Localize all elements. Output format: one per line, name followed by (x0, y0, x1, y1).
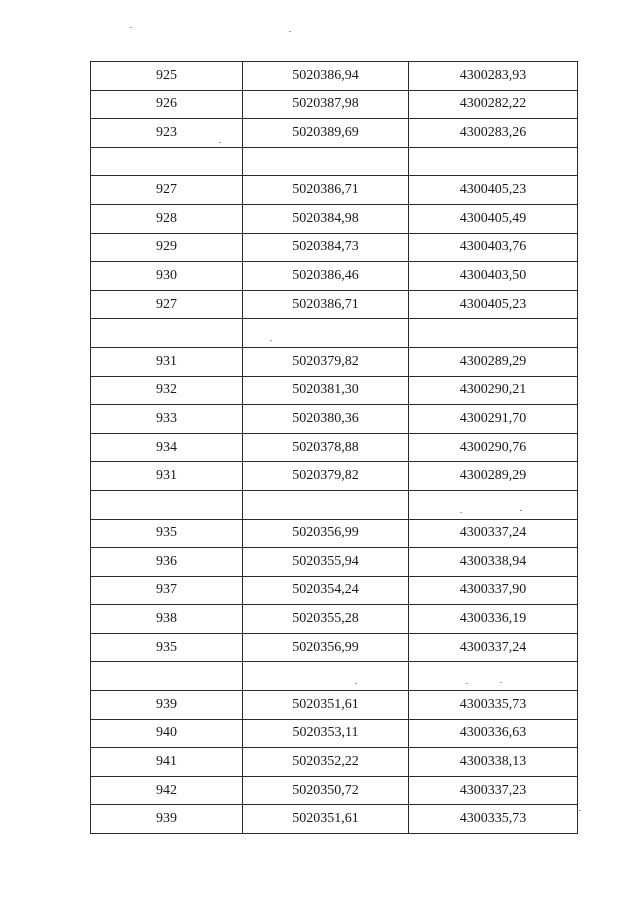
y-coordinate-cell: 4300282,22 (409, 90, 578, 119)
point-number-cell (91, 490, 243, 519)
point-number-cell: 931 (91, 462, 243, 491)
table-row (91, 347, 578, 376)
table-row (91, 405, 578, 434)
point-number-cell: 936 (91, 548, 243, 577)
table-row (91, 576, 578, 605)
table-row (91, 147, 578, 176)
x-coordinate-cell: 5020384,98 (243, 204, 409, 233)
table-row (91, 319, 578, 348)
scan-speck (520, 510, 522, 511)
x-coordinate-cell (243, 490, 409, 519)
table-row (91, 776, 578, 805)
table-row (91, 233, 578, 262)
point-number-cell: 927 (91, 290, 243, 319)
x-coordinate-cell: 5020355,28 (243, 605, 409, 634)
y-coordinate-cell (409, 147, 578, 176)
table-row (91, 62, 578, 91)
y-coordinate-cell: 4300337,90 (409, 576, 578, 605)
y-coordinate-cell (409, 319, 578, 348)
y-coordinate-cell: 4300335,73 (409, 691, 578, 720)
table-row (91, 433, 578, 462)
x-coordinate-cell: 5020386,46 (243, 262, 409, 291)
point-number-cell: 923 (91, 119, 243, 148)
y-coordinate-cell: 4300405,23 (409, 290, 578, 319)
y-coordinate-cell (409, 490, 578, 519)
point-number-cell: 940 (91, 719, 243, 748)
table-row (91, 719, 578, 748)
x-coordinate-cell: 5020356,99 (243, 633, 409, 662)
x-coordinate-cell: 5020351,61 (243, 691, 409, 720)
table-row (91, 633, 578, 662)
scan-speck (460, 512, 462, 513)
scan-speck (500, 682, 502, 683)
y-coordinate-cell: 4300403,50 (409, 262, 578, 291)
scan-speck (355, 683, 357, 684)
table-row (91, 805, 578, 834)
table-row (91, 748, 578, 777)
x-coordinate-cell (243, 147, 409, 176)
y-coordinate-cell (409, 662, 578, 691)
point-number-cell: 925 (91, 62, 243, 91)
x-coordinate-cell: 5020378,88 (243, 433, 409, 462)
table-row (91, 262, 578, 291)
x-coordinate-cell: 5020389,69 (243, 119, 409, 148)
point-number-cell: 930 (91, 262, 243, 291)
point-number-cell: 933 (91, 405, 243, 434)
point-number-cell: 935 (91, 519, 243, 548)
point-number-cell: 928 (91, 204, 243, 233)
y-coordinate-cell: 4300289,29 (409, 462, 578, 491)
point-number-cell (91, 147, 243, 176)
y-coordinate-cell: 4300338,13 (409, 748, 578, 777)
point-number-cell: 934 (91, 433, 243, 462)
table-row (91, 691, 578, 720)
point-number-cell (91, 319, 243, 348)
x-coordinate-cell: 5020354,24 (243, 576, 409, 605)
point-number-cell: 941 (91, 748, 243, 777)
y-coordinate-cell: 4300403,76 (409, 233, 578, 262)
x-coordinate-cell (243, 662, 409, 691)
table-row (91, 204, 578, 233)
point-number-cell: 942 (91, 776, 243, 805)
y-coordinate-cell: 4300336,19 (409, 605, 578, 634)
table-row (91, 119, 578, 148)
scan-speck (270, 340, 272, 341)
x-coordinate-cell: 5020387,98 (243, 90, 409, 119)
table-row (91, 605, 578, 634)
point-number-cell: 939 (91, 805, 243, 834)
y-coordinate-cell: 4300337,23 (409, 776, 578, 805)
point-number-cell: 929 (91, 233, 243, 262)
point-number-cell: 932 (91, 376, 243, 405)
point-number-cell: 938 (91, 605, 243, 634)
table-row (91, 519, 578, 548)
y-coordinate-cell: 4300337,24 (409, 633, 578, 662)
point-number-cell: 937 (91, 576, 243, 605)
x-coordinate-cell: 5020350,72 (243, 776, 409, 805)
scan-speck (579, 810, 581, 811)
y-coordinate-cell: 4300405,23 (409, 176, 578, 205)
y-coordinate-cell: 4300291,70 (409, 405, 578, 434)
y-coordinate-cell: 4300289,29 (409, 347, 578, 376)
scan-speck (130, 27, 132, 28)
y-coordinate-cell: 4300290,76 (409, 433, 578, 462)
table-row (91, 90, 578, 119)
coordinates-table-body (91, 62, 578, 834)
coordinates-table (90, 61, 578, 834)
y-coordinate-cell: 4300338,94 (409, 548, 578, 577)
point-number-cell (91, 662, 243, 691)
x-coordinate-cell: 5020381,30 (243, 376, 409, 405)
x-coordinate-cell: 5020386,94 (243, 62, 409, 91)
table-row (91, 290, 578, 319)
y-coordinate-cell: 4300335,73 (409, 805, 578, 834)
point-number-cell: 935 (91, 633, 243, 662)
point-number-cell: 939 (91, 691, 243, 720)
x-coordinate-cell: 5020386,71 (243, 176, 409, 205)
point-number-cell: 926 (91, 90, 243, 119)
y-coordinate-cell: 4300283,26 (409, 119, 578, 148)
x-coordinate-cell: 5020380,36 (243, 405, 409, 434)
point-number-cell: 927 (91, 176, 243, 205)
x-coordinate-cell: 5020351,61 (243, 805, 409, 834)
table-row (91, 376, 578, 405)
x-coordinate-cell: 5020379,82 (243, 462, 409, 491)
scan-speck (289, 31, 291, 32)
x-coordinate-cell: 5020379,82 (243, 347, 409, 376)
scan-speck (466, 683, 468, 684)
y-coordinate-cell: 4300283,93 (409, 62, 578, 91)
y-coordinate-cell: 4300336,63 (409, 719, 578, 748)
x-coordinate-cell: 5020356,99 (243, 519, 409, 548)
y-coordinate-cell: 4300405,49 (409, 204, 578, 233)
y-coordinate-cell: 4300337,24 (409, 519, 578, 548)
x-coordinate-cell (243, 319, 409, 348)
point-number-cell: 931 (91, 347, 243, 376)
table-row (91, 662, 578, 691)
scan-speck (219, 142, 221, 143)
table-row (91, 548, 578, 577)
table-row (91, 176, 578, 205)
x-coordinate-cell: 5020386,71 (243, 290, 409, 319)
y-coordinate-cell: 4300290,21 (409, 376, 578, 405)
table-row (91, 490, 578, 519)
table-row (91, 462, 578, 491)
x-coordinate-cell: 5020352,22 (243, 748, 409, 777)
x-coordinate-cell: 5020384,73 (243, 233, 409, 262)
x-coordinate-cell: 5020355,94 (243, 548, 409, 577)
x-coordinate-cell: 5020353,11 (243, 719, 409, 748)
